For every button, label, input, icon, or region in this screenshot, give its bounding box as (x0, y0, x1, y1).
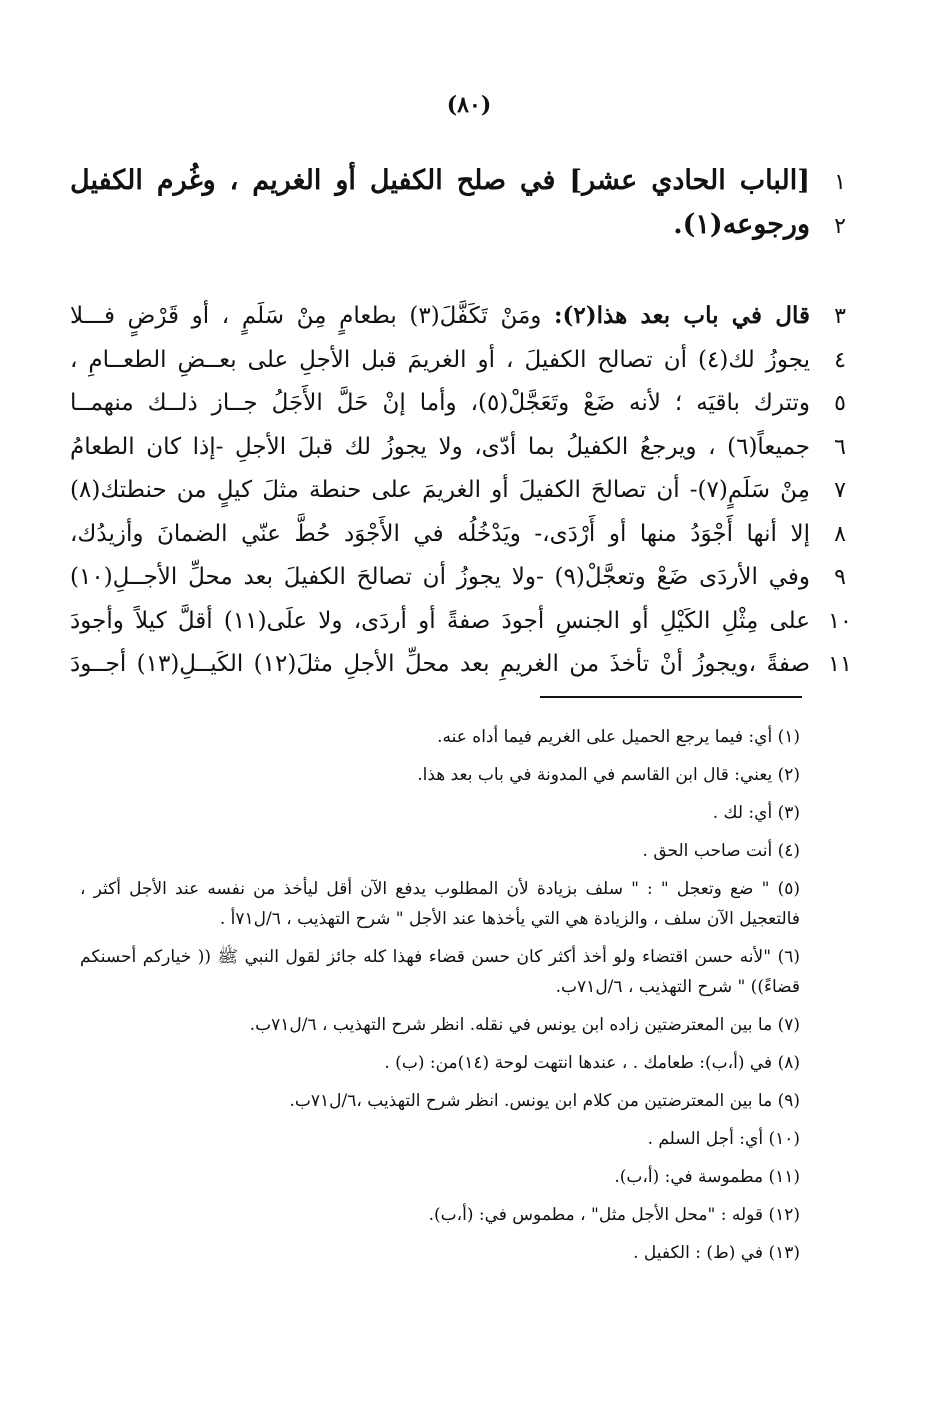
body-line-10 (70, 600, 870, 644)
body-text: جميعاً(٦) ، ويرجعُ الكفيلُ بما أدّى، ولا يجوزُ لك قبلَ الأجلِ -إذا كان الطعامُ (70, 433, 810, 460)
body-text: صفةً ،ويجوزُ أنْ تأخذَ من الغريمِ بعد محلِّ الأجلِ مثلَ(١٢) الكَيــلِ(١٣) أجــودَ (70, 651, 810, 677)
body-lead: قال في باب بعد هذا(٢): (554, 302, 810, 329)
footnote-2: (٢) يعني: قال ابن القاسم في المدونة في باب بعد هذا. (417, 765, 800, 785)
footnote-1: (١) أي: فيما يرجع الحميل على الغريم فيما أداه عنه. (437, 727, 800, 747)
footnote-11: (١١) مطموسة في: (أ،ب). (614, 1167, 800, 1187)
footnote-13: (١٣) في (ط) : الكفيل . (633, 1243, 800, 1263)
heading-line-2 (70, 204, 870, 248)
body-text: يجوزُ لك(٤) أن تصالح الكفيلَ ، أو الغريمَ قبل الأجلِ على بعــضِ الطعــامِ ، (70, 346, 810, 373)
footnote-5: (٥) " ضع وتعجل " : " سلف بزيادة لأن المطلوب يدفع الآن أقل ليأخذ من نفسه عند الأجل أكثر ، فالتعجيل الآن سلف ، والزيادة هي التي يأخذها عند الأجل " شرح التهذيب ، ٦/ل٧١أ . (80, 879, 800, 929)
footnote-12: (١٢) قوله : "محل الأجل مثل" ، مطموس في: (أ،ب). (428, 1205, 800, 1225)
line-number: ١١ (828, 652, 852, 677)
line-number: ٣ (834, 304, 846, 329)
line-number: ٦ (834, 434, 846, 460)
footnote-3: (٣) أي: لك . (712, 803, 800, 823)
footnote-divider (540, 696, 802, 698)
body-line-7 (70, 469, 870, 513)
line-number: ٨ (834, 521, 846, 547)
footnote-9: (٩) ما بين المعترضتين من كلام ابن يونس. انظر شرح التهذيب ،٦/ل٧١ب. (289, 1091, 800, 1111)
footnote-7: (٧) ما بين المعترضتين زاده ابن يونس في نقله. انظر شرح التهذيب ، ٦/ل٧١ب. (249, 1015, 800, 1035)
main-text (70, 160, 870, 687)
line-number: ٢ (834, 214, 846, 239)
footnote-4: (٤) أنت صاحب الحق . (642, 841, 800, 861)
footnotes (80, 722, 800, 1276)
line-number: ٥ (834, 391, 846, 416)
line-number: ٧ (834, 478, 846, 503)
body-line-8 (70, 513, 870, 557)
heading-text: [الباب الحادي عشر] في صلح الكفيل أو الغريم ، وغُرم الكفيل (70, 165, 810, 196)
footnote-10: (١٠) أي: أجل السلم . (647, 1129, 800, 1149)
body-text: وفي الأردَى ضَعْ وتعجَّلْ(٩) -ولا يجوزُ أن تصالحَ الكفيلَ بعد محلِّ الأجــلِ(١٠) (70, 564, 810, 590)
body-line-6 (70, 426, 870, 470)
heading-line-1 (70, 160, 870, 204)
body-text: مِنْ سَلَمٍ(٧)- أن تصالحَ الكفيلَ أو الغريمَ على حنطة مثلَ كيلٍ من حنطتك(٨) (70, 477, 810, 503)
page-number: (٨٠) (446, 92, 492, 118)
body-line-3 (70, 294, 870, 339)
footnote-8: (٨) في (أ،ب): طعامك . ، عندها انتهت لوحة (١٤)من: (ب) . (384, 1053, 800, 1073)
body-text-rest: ومَنْ تَكَفَّلَ(٣) بطعامٍ مِنْ سَلَمٍ ، أو قَرْضٍ فـــلا (70, 303, 554, 329)
body-text: على مِثْلِ الكَيْلِ أو الجنسِ أجودَ صفةً أو أردَى، ولا علَى(١١) أقلَّ كيلاً وأجودَ (70, 607, 810, 634)
body-text (70, 294, 810, 338)
body-text: وتترك باقيَه ؛ لأنه ضَعْ وتَعَجَّلْ(٥)، وأما إنْ حَلَّ الأَجَلُ جــاز ذلــك منهمــا (70, 390, 810, 416)
footnote-6: (٦) "لأنه حسن اقتضاء ولو أخذ أكثر كان حسن قضاء فهذا كله جائز لقول النبي ﷺ (( خياركم أحسنكم قضاءً)) " شرح التهذيب ، ٦/ل٧١ب. (80, 947, 800, 997)
line-number: ٩ (834, 565, 846, 590)
body-line-9 (70, 556, 870, 600)
body-line-4 (70, 339, 870, 383)
body-line-5 (70, 382, 870, 426)
line-number: ٤ (834, 347, 846, 373)
line-number: ١٠ (828, 608, 852, 634)
heading-text: ورجوعه(١). (673, 209, 810, 240)
line-number: ١ (834, 170, 846, 195)
body-text: إلا أنها أَجْوَدُ منها أو أَرْدَى،- ويَدْخُلُه في الأَجْوَد حُطَّ عنّي الضمانَ وأزيدُك، (70, 520, 810, 547)
body-line-11 (70, 643, 870, 687)
